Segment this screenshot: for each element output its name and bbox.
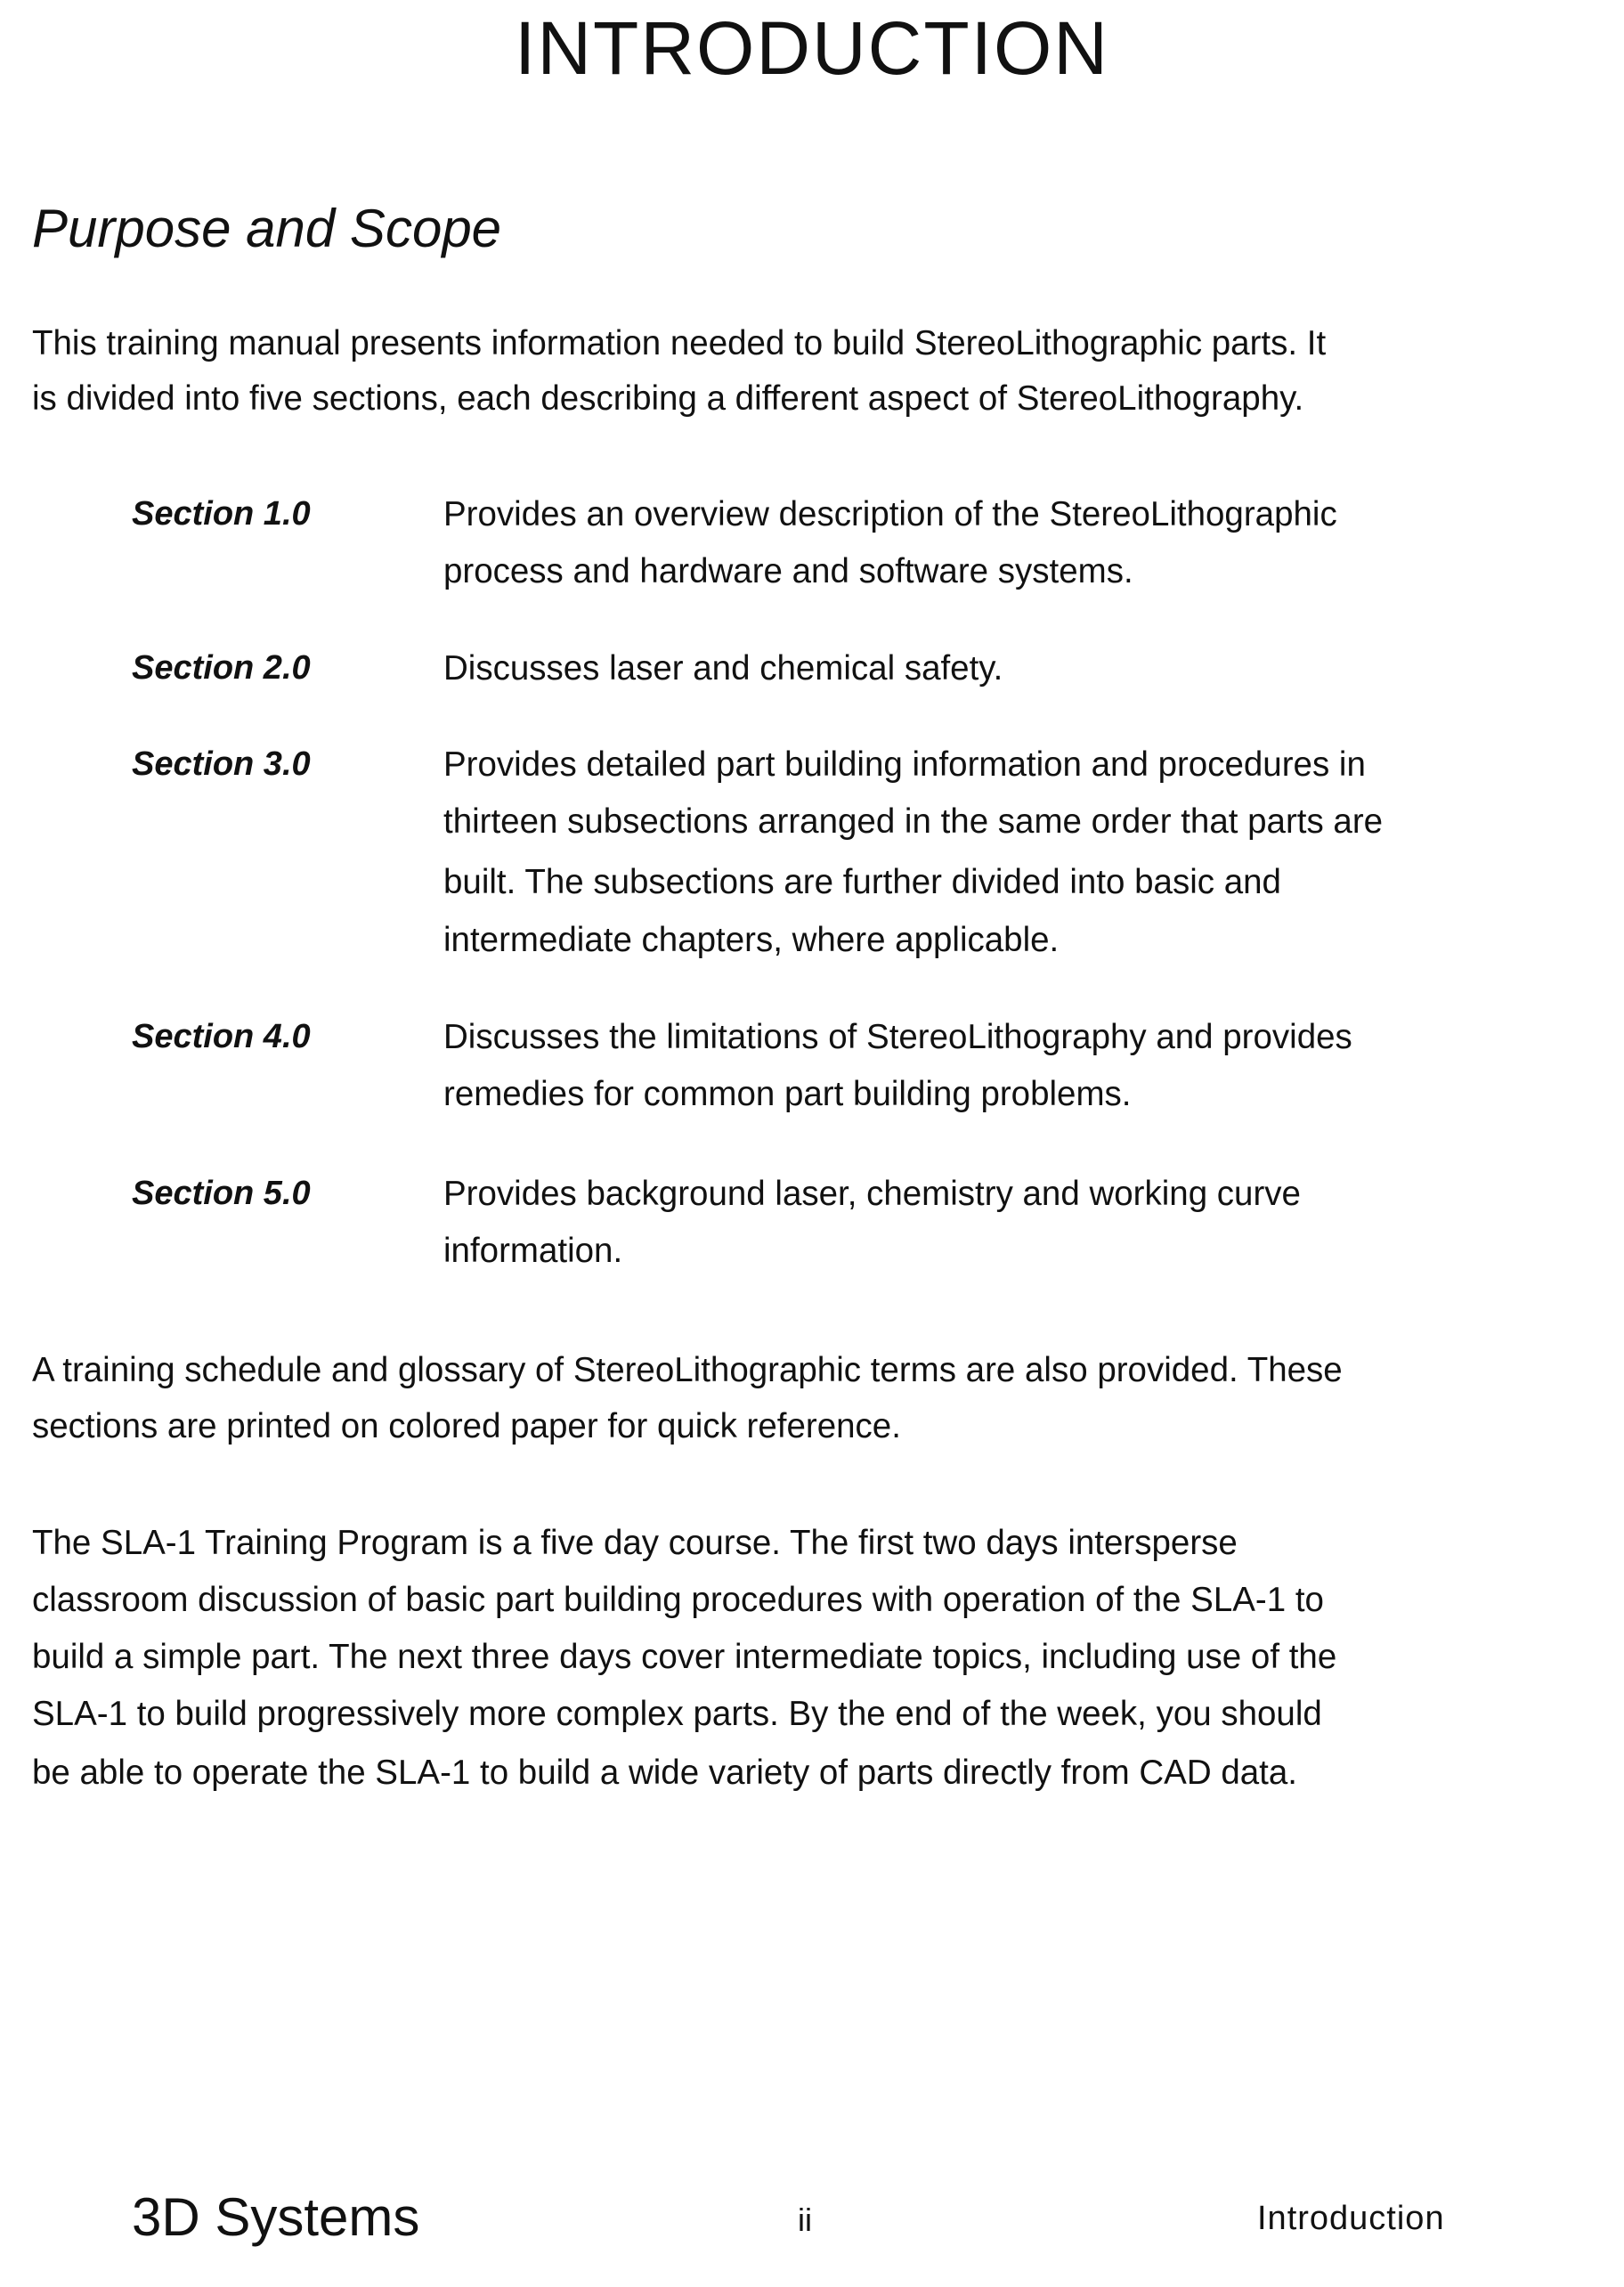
section-label: Section 4.0 — [132, 1009, 311, 1065]
paragraph-line: The SLA-1 Training Program is a five day course. The first two days intersperse — [32, 1515, 1238, 1571]
section-desc: intermediate chapters, where applicable. — [443, 912, 1059, 968]
section-desc: remedies for common part building problems. — [443, 1066, 1131, 1122]
paragraph-line: build a simple part. The next three days cover intermediate topics, including use of the — [32, 1629, 1336, 1685]
section-label: Section 5.0 — [132, 1166, 311, 1222]
section-desc: Discusses laser and chemical safety. — [443, 640, 1003, 696]
footer-page-number: ii — [798, 2202, 812, 2239]
section-desc: Provides background laser, chemistry and working curve — [443, 1166, 1301, 1222]
paragraph-line: classroom discussion of basic part building procedures with operation of the SLA-1 to — [32, 1572, 1324, 1628]
paragraph-line: be able to operate the SLA-1 to build a wide variety of parts directly from CAD data. — [32, 1745, 1297, 1801]
footer-brand: 3D Systems — [132, 2186, 419, 2248]
intro-line: is divided into five sections, each describing a different aspect of StereoLithography. — [32, 370, 1303, 427]
section-label: Section 2.0 — [132, 640, 311, 696]
paragraph-line: A training schedule and glossary of StereoLithographic terms are also provided. These — [32, 1342, 1343, 1398]
section-desc: information. — [443, 1223, 622, 1279]
section-desc: Provides detailed part building information and procedures in — [443, 737, 1366, 793]
intro-line: This training manual presents information needed to build StereoLithographic parts. It — [32, 315, 1326, 371]
page-title: INTRODUCTION — [0, 5, 1624, 92]
section-desc: built. The subsections are further divided into basic and — [443, 854, 1281, 910]
section-label: Section 1.0 — [132, 486, 311, 542]
section-desc: Discusses the limitations of StereoLithography and provides — [443, 1009, 1352, 1065]
section-heading: Purpose and Scope — [32, 198, 501, 259]
paragraph-line: sections are printed on colored paper for quick reference. — [32, 1398, 901, 1454]
section-desc: Provides an overview description of the StereoLithographic — [443, 486, 1337, 542]
section-desc: thirteen subsections arranged in the same order that parts are — [443, 794, 1383, 850]
footer-section: Introduction — [1257, 2200, 1445, 2238]
paragraph-line: SLA-1 to build progressively more complex parts. By the end of the week, you should — [32, 1686, 1322, 1742]
section-desc: process and hardware and software systems. — [443, 543, 1133, 599]
section-label: Section 3.0 — [132, 737, 311, 793]
